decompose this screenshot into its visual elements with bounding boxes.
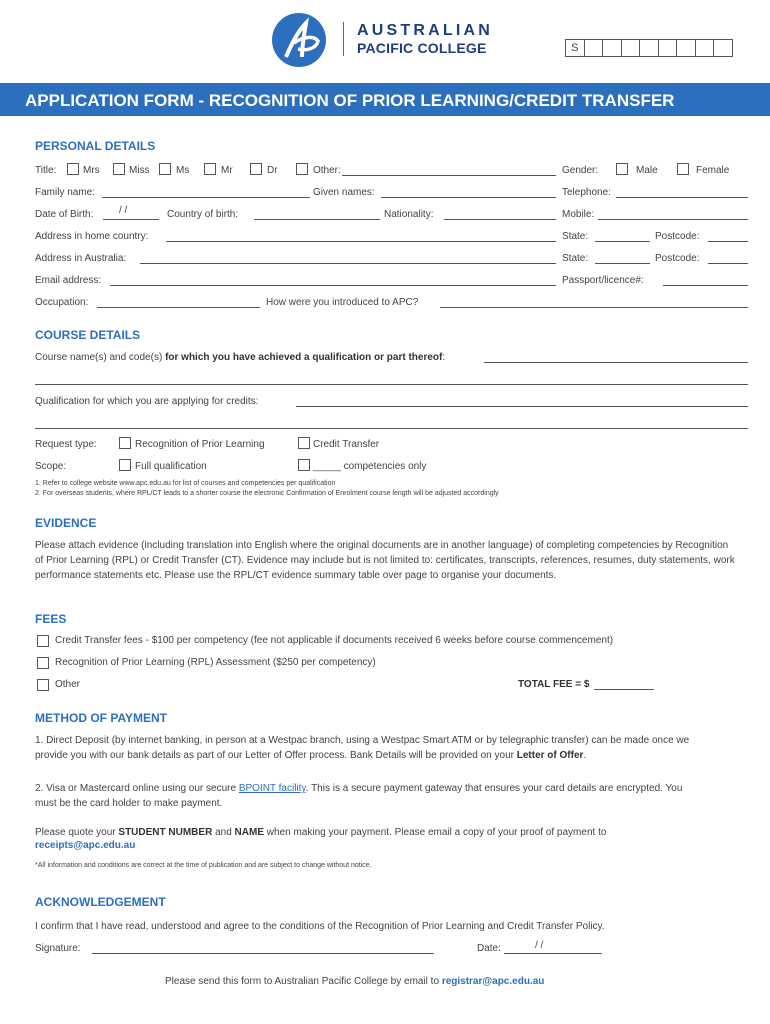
fee-ct-checkbox[interactable]	[37, 635, 49, 647]
disclaimer: *All information and conditions are correct at the time of publication and are subject to change without notice.	[35, 862, 372, 869]
course-details-heading: COURSE DETAILS	[35, 328, 141, 342]
fee-rpl-checkbox[interactable]	[37, 657, 49, 669]
date-field[interactable]	[504, 953, 602, 954]
state-home-label: State:	[562, 231, 589, 242]
course-note-1: 1. Refer to college website www.apc.edu.au for list of courses and competencies per qualification	[35, 480, 336, 487]
logo-swoosh-icon	[272, 13, 326, 67]
title-mr-checkbox[interactable]	[204, 163, 216, 175]
email-field[interactable]	[110, 285, 556, 286]
given-names-label: Given names:	[313, 187, 375, 198]
total-fee-field[interactable]	[594, 689, 654, 690]
personal-details-heading: PERSONAL DETAILS	[35, 139, 156, 153]
passport-label: Passport/licence#:	[562, 275, 644, 286]
title-mrs-checkbox[interactable]	[67, 163, 79, 175]
title-label: Title:	[35, 165, 57, 176]
nationality-field[interactable]	[444, 219, 556, 220]
title-dr-checkbox[interactable]	[250, 163, 262, 175]
country-of-birth-label: Country of birth:	[167, 209, 239, 220]
title-mr-label: Mr	[221, 165, 233, 176]
family-name-field[interactable]	[102, 197, 310, 198]
nationality-label: Nationality:	[384, 209, 434, 220]
country-of-birth-field[interactable]	[254, 219, 380, 220]
title-other-label: Other:	[313, 165, 341, 176]
qualification-label: Qualification for which you are applying for credits:	[35, 396, 259, 407]
student-id-digit[interactable]	[621, 39, 641, 57]
fee-ct-label: Credit Transfer fees - $100 per competency (fee not applicable if documents received 6 weeks before course commencement)	[55, 635, 614, 646]
competencies-checkbox[interactable]	[298, 459, 310, 471]
footer-text: Please send this form to Australian Pacific College by email to registrar@apc.edu.au	[165, 976, 545, 987]
student-id-digit[interactable]	[713, 39, 733, 57]
full-qualification-label: Full qualification	[135, 461, 207, 472]
family-name-label: Family name:	[35, 187, 96, 198]
introduced-label: How were you introduced to APC?	[266, 297, 419, 308]
title-dr-label: Dr	[267, 165, 278, 176]
mobile-field[interactable]	[598, 219, 748, 220]
address-au-field[interactable]	[140, 263, 556, 264]
fee-other-checkbox[interactable]	[37, 679, 49, 691]
passport-field[interactable]	[663, 285, 748, 286]
student-id-digit[interactable]	[639, 39, 659, 57]
postcode-au-field[interactable]	[708, 263, 748, 264]
apc-logo-mark	[272, 13, 326, 67]
title-miss-label: Miss	[129, 165, 150, 176]
student-id-digit[interactable]	[676, 39, 696, 57]
introduced-field[interactable]	[440, 307, 748, 308]
competencies-label: _____ competencies only	[313, 461, 427, 472]
state-au-label: State:	[562, 253, 589, 264]
gender-male-checkbox[interactable]	[616, 163, 628, 175]
email-label: Email address:	[35, 275, 102, 286]
course-names-field-2[interactable]	[35, 384, 748, 385]
logo-divider	[343, 22, 344, 56]
fee-rpl-label: Recognition of Prior Learning (RPL) Assessment ($250 per competency)	[55, 657, 376, 668]
signature-label: Signature:	[35, 943, 81, 954]
course-names-field[interactable]	[484, 362, 748, 363]
credit-transfer-checkbox[interactable]	[298, 437, 310, 449]
address-home-field[interactable]	[166, 241, 556, 242]
registrar-email-link[interactable]: registrar@apc.edu.au	[441, 976, 545, 987]
date-label: Date:	[477, 943, 501, 954]
rpl-label: Recognition of Prior Learning	[135, 439, 265, 450]
student-id-boxes[interactable]	[566, 39, 733, 57]
dob-label: Date of Birth:	[35, 209, 94, 220]
student-id-digit[interactable]	[602, 39, 622, 57]
fees-heading: FEES	[35, 612, 67, 626]
course-note-2: 2. For overseas students, where RPL/CT leads to a shorter course the electronic Confirmation of Enrolment course length will be adjusted accordingly	[35, 490, 499, 497]
qualification-field[interactable]	[296, 406, 748, 407]
qualification-field-2[interactable]	[35, 428, 748, 429]
telephone-label: Telephone:	[562, 187, 611, 198]
total-fee-label: TOTAL FEE = $	[518, 679, 590, 690]
dob-slashes: / /	[119, 205, 128, 216]
postcode-au-label: Postcode:	[655, 253, 700, 264]
fee-other-label: Other	[55, 679, 81, 690]
state-au-field[interactable]	[595, 263, 650, 264]
gender-male-label: Male	[636, 165, 658, 176]
given-names-field[interactable]	[381, 197, 556, 198]
acknowledgement-text: I confirm that I have read, understood and agree to the conditions of the Recognition of Prior Learning and Credit Transfer Policy.	[35, 921, 605, 932]
request-type-label: Request type:	[35, 439, 97, 450]
title-ms-label: Ms	[176, 165, 190, 176]
postcode-home-field[interactable]	[708, 241, 748, 242]
acknowledgement-heading: ACKNOWLEDGEMENT	[35, 895, 166, 909]
gender-female-label: Female	[696, 165, 730, 176]
postcode-home-label: Postcode:	[655, 231, 700, 242]
payment-heading: METHOD OF PAYMENT	[35, 711, 168, 725]
address-au-label: Address in Australia:	[35, 253, 127, 264]
evidence-heading: EVIDENCE	[35, 516, 97, 530]
evidence-text: Please attach evidence (including translation into English where the original documents are in another language) of completing competencies by Recognition of Prior Learning (RPL) or Credit Transfer (CT). Evidence may include but is not limited to: certificates, transcripts, references, resumes, duty statements, work performance statements etc. Please use the RPL/CT evidence summary table over page to organise your documents.	[35, 540, 735, 581]
form-title: APPLICATION FORM - RECOGNITION OF PRIOR LEARNING/CREDIT TRANSFER	[25, 91, 675, 110]
student-id-digit[interactable]	[695, 39, 715, 57]
date-slashes: / /	[535, 940, 544, 951]
receipts-email-link[interactable]: receipts@apc.edu.au	[35, 840, 136, 851]
gender-female-checkbox[interactable]	[677, 163, 689, 175]
student-id-digit[interactable]	[584, 39, 604, 57]
state-home-field[interactable]	[595, 241, 650, 242]
title-miss-checkbox[interactable]	[113, 163, 125, 175]
logo-text-pacific-college: PACIFIC COLLEGE	[357, 40, 487, 56]
title-other-field[interactable]	[342, 175, 556, 176]
payment-card: 2. Visa or Mastercard online using our secure BPOINT facility. This is a secure payment gateway that ensures your card details are encrypted. You must be the card holder to make payment.	[35, 783, 683, 809]
telephone-field[interactable]	[616, 197, 748, 198]
credit-transfer-label: Credit Transfer	[313, 439, 380, 450]
signature-field[interactable]	[92, 953, 434, 954]
occupation-label: Occupation:	[35, 297, 89, 308]
address-home-label: Address in home country:	[35, 231, 149, 242]
dob-field[interactable]	[103, 219, 159, 220]
title-mrs-label: Mrs	[83, 165, 100, 176]
title-ms-checkbox[interactable]	[159, 163, 171, 175]
student-id-prefix: S	[565, 39, 585, 57]
course-names-label: Course name(s) and code(s) for which you have achieved a qualification or part thereof:	[35, 352, 446, 363]
payment-direct-deposit: 1. Direct Deposit (by internet banking, in person at a Westpac branch, using a Westpac Smart ATM or by telegraphic transfer) can be made once we provide you with our bank details as part of our Letter of Offer process. Bank Details will be provided on your Letter of Offer.	[35, 735, 690, 761]
rpl-checkbox[interactable]	[119, 437, 131, 449]
gender-label: Gender:	[562, 165, 599, 176]
student-id-digit[interactable]	[658, 39, 678, 57]
occupation-field[interactable]	[97, 307, 260, 308]
scope-label: Scope:	[35, 461, 67, 472]
bpoint-link[interactable]: BPOINT facility	[238, 783, 306, 794]
logo-text-australian: AUSTRALIAN	[357, 22, 493, 39]
payment-quote-text: Please quote your STUDENT NUMBER and NAME when making your payment. Please email a copy of your proof of payment to	[35, 827, 607, 838]
title-other-checkbox[interactable]	[296, 163, 308, 175]
full-qualification-checkbox[interactable]	[119, 459, 131, 471]
mobile-label: Mobile:	[562, 209, 595, 220]
